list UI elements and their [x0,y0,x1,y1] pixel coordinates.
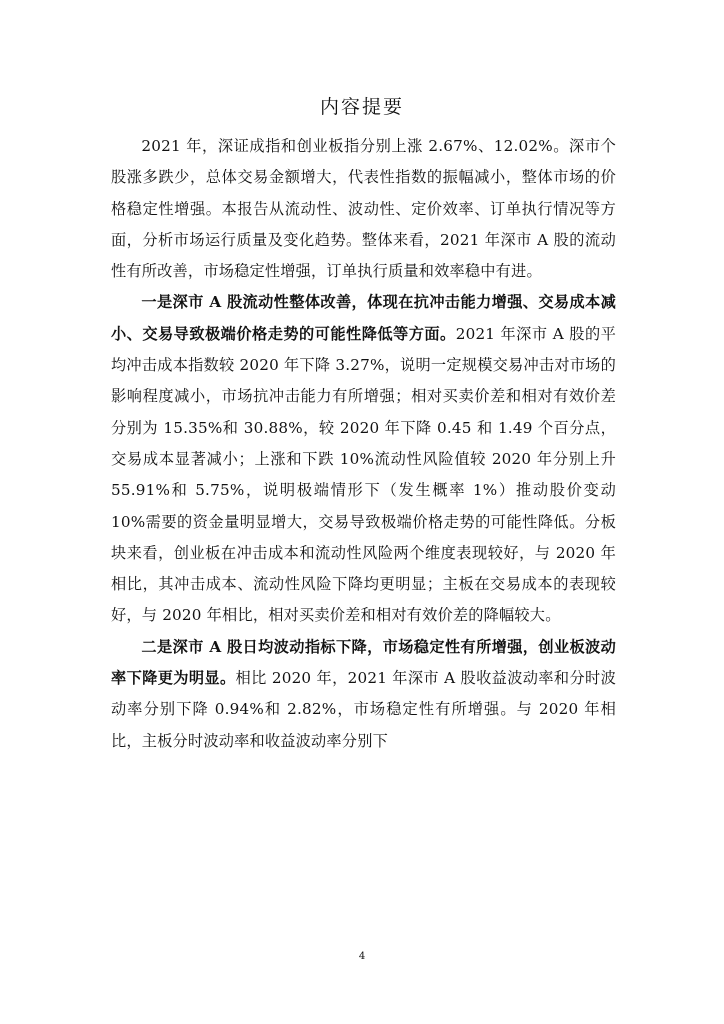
paragraph-text: 2021 年深市 A 股的平均冲击成本指数较 2020 年下降 3.27%，说明一定规模交易冲击对市场的影响程度减小，市场抗冲击能力有所增强；相对买卖价差和相对有效价差分别为 15.35%和 30.88%，较 2020 年下降 0.45 和 1.49 个百分点，交易成本显著减小；上涨和下跌 10%流动性风险值较 2020 年分别上升 55.91%和 5.75%，说明极端情形下（发生概率 1%）推动股价变动 10%需要的资金量明显增大，交易导致极端价格走势的可能性降低。分板块来看，创业板在冲击成本和流动性风险两个维度表现较好，与 2020 年相比，其冲击成本、流动性风险下降均更明显；主板在交易成本的表现较好，与 2020 年相比，相对买卖价差和相对有效价差的降幅较大。 [111,324,616,625]
paragraph-summary [111,131,616,287]
document-title: 内容提要 [319,96,404,118]
paragraph-lead: 一是深市 A 股流动性整体改善，体现在抗冲击能力增强、交易成本减小、交易导致极端价格走势的可能性降低等方面。 [111,293,616,343]
paragraph-lead: 二是深市 A 股日均波动指标下降，市场稳定性有所增强，创业板波动率下降更为明显。 [111,637,616,688]
paragraph-text: 相比 2020 年，2021 年深市 A 股收益波动率和分时波动率分别下降 0.94%和 2.82%，市场稳定性有所增强。与 2020 年相比，主板分时波动率和收益波动率分别下 [111,669,616,750]
page-number: 4 [358,951,366,962]
paragraph-text: 2021 年，深证成指和创业板指分别上涨 2.67%、12.02%。深市个股涨多跌少，总体交易金额增大，代表性指数的振幅减小，整体市场的价格稳定性增强。本报告从流动性、波动性、定价效率、订单执行情况等方面，分析市场运行质量及变化趋势。整体来看，2021 年深市 A 股的流动性有所改善，市场稳定性增强，订单执行质量和效率稳中有进。 [111,137,616,281]
paragraph-liquidity [111,287,616,631]
paragraph-volatility [111,632,616,757]
document-body [111,131,616,757]
